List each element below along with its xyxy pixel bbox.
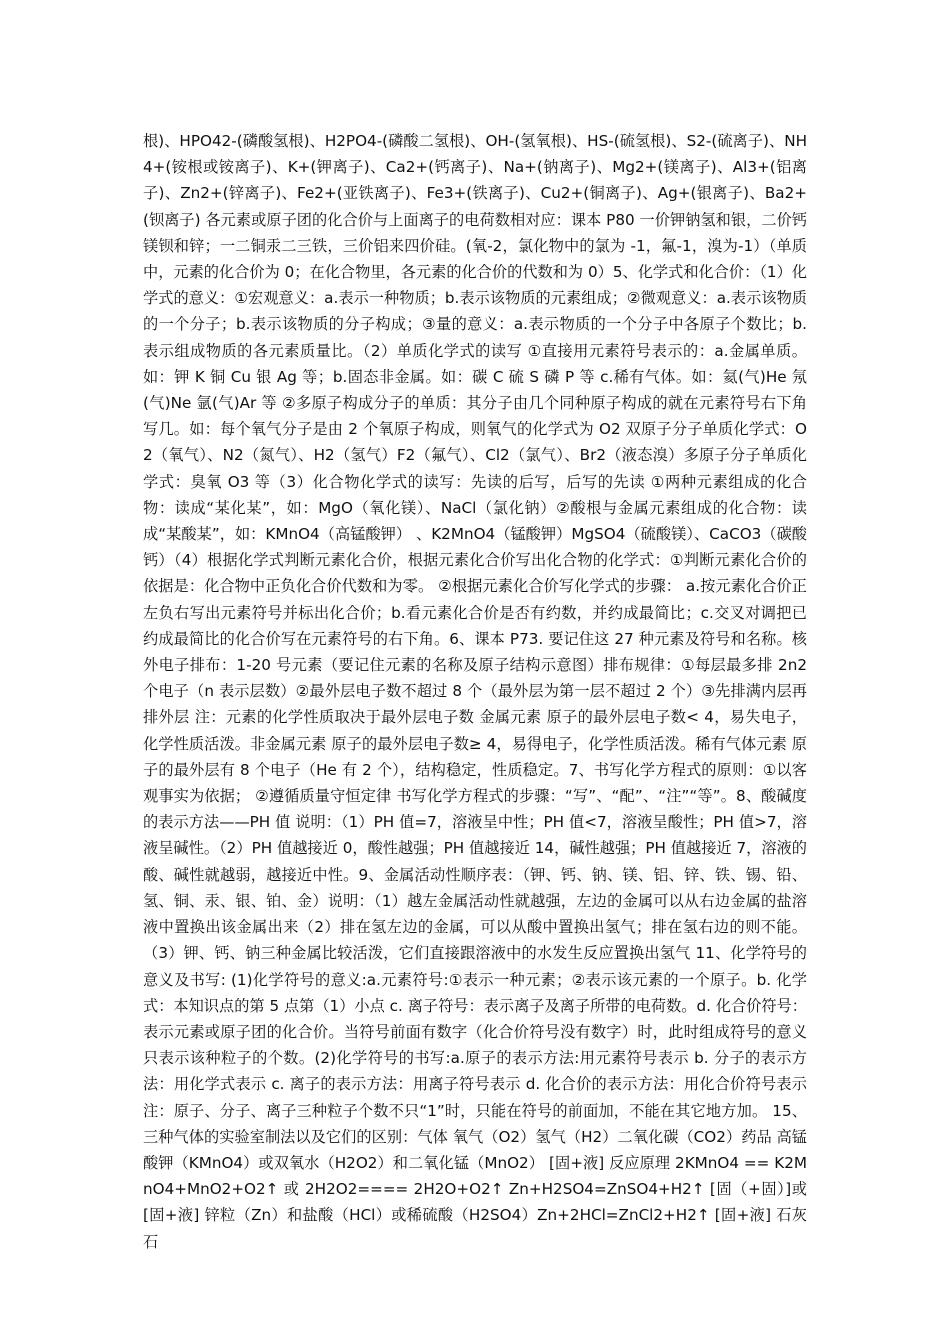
body-paragraph: 根)、HPO42-(磷酸氢根)、H2PO4-(磷酸二氢根)、OH-(氢氧根)、HS-(硫氢根)、S2-(硫离子)、NH4+(铵根或铵离子)、K+(钾离子)、Ca2+(钙离子)、Na+(钠离子)、Mg2+(镁离子)、Al3+(铝离子)、Zn2+(锌离子)、Fe2+(亚铁离子)、Fe3+(铁离子)、Cu2+(铜离子)、Ag+(银离子)、Ba2+(钡离子) 各元素或原子团的化合价与上面离子的电荷数相对应：课本 P80 一价钾钠氢和银，二价钙镁钡和锌；一二铜汞二三铁，三价铝来四价硅。(氧-2，氯化物中的氯为 -1，氟-1，溴为-1）（单质中，元素的化合价为 0；在化合物里，各元素的化合价的代数和为 0）5、化学式和化合价：（1）化学式的意义：①宏观意义：a.表示一种物质；b.表示该物质的元素组成；②微观意义：a.表示该物质的一个分子；b.表示该物质的分子构成；③量的意义：a.表示物质的一个分子中各原子个数比；b.表示组成物质的各元素质量比。（2）单质化学式的读写 ①直接用元素符号表示的：a.金属单质。如：钾 K 铜 Cu 银 Ag 等；b.固态非金属。如：碳 C 硫 S 磷 P 等 c.稀有气体。如：氦(气)He 氖(气)Ne 氩(气)Ar 等 ②多原子构成分子的单质：其分子由几个同种原子构成的就在元素符号右下角写几。如：每个氧气分子是由 2 个氧原子构成，则氧气的化学式为 O2 双原子分子单质化学式：O2（氧气）、N2（氮气）、H2（氢气）F2（氟气）、Cl2（氯气）、Br2（液态溴）多原子分子单质化学式：臭氧 O3 等（3）化合物化学式的读写：先读的后写，后写的先读 ①两种元素组成的化合物：读成“某化某”，如：MgO（氧化镁）、NaCl（氯化钠）②酸根与金属元素组成的化合物：读成“某酸某”，如：KMnO4（高锰酸钾） 、K2MnO4（锰酸钾）MgSO4（硫酸镁）、CaCO3（碳酸钙）（4）根据化学式判断元素化合价，根据元素化合价写出化合物的化学式：①判断元素化合价的依据是：化合物中正负化合价代数和为零。 ②根据元素化合价写化学式的步骤： a.按元素化合价正左负右写出元素符号并标出化合价；b.看元素化合价是否有约数，并约成最简比；c.交叉对调把已约成最简比的化合价写在元素符号的右下角。6、课本 P73. 要记住这 27 种元素及符号和名称。核外电子排布：1-20 号元素（要记住元素的名称及原子结构示意图）排布规律：①每层最多排 2n2 个电子（n 表示层数）②最外层电子数不超过 8 个（最外层为第一层不超过 2 个）③先排满内层再排外层 注：元素的化学性质取决于最外层电子数 金属元素 原子的最外层电子数< 4，易失电子，化学性质活泼。非金属元素 原子的最外层电子数≥ 4，易得电子，化学性质活泼。稀有气体元素 原子的最外层有 8 个电子（He 有 2 个），结构稳定，性质稳定。7、书写化学方程式的原则：①以客观事实为依据； ②遵循质量守恒定律 书写化学方程式的步骤：“写”、“配”、“注”“等”。8、酸碱度的表示方法——PH 值 说明：（1）PH 值=7，溶液呈中性；PH 值<7，溶液呈酸性；PH 值>7，溶液呈碱性。（2）PH 值越接近 0，酸性越强；PH 值越接近 14，碱性越强；PH 值越接近 7，溶液的酸、碱性就越弱，越接近中性。9、金属活动性顺序表：（钾、钙、钠、镁、铝、锌、铁、锡、铅、氢、铜、汞、银、铂、金）说明：（1）越左金属活动性就越强，左边的金属可以从右边金属的盐溶液中置换出该金属出来（2）排在氢左边的金属，可以从酸中置换出氢气；排在氢右边的则不能。（3）钾、钙、钠三种金属比较活泼，它们直接跟溶液中的水发生反应置换出氢气 11、化学符号的意义及书写: (1)化学符号的意义:a.元素符号:①表示一种元素；②表示该元素的一个原子。b. 化学式：本知识点的第 5 点第（1）小点 c. 离子符号：表示离子及离子所带的电荷数。d. 化合价符号：表示元素或原子团的化合价。当符号前面有数字（化合价符号没有数字）时，此时组成符号的意义只表示该种粒子的个数。(2)化学符号的书写:a.原子的表示方法:用元素符号表示 b. 分子的表示方法：用化学式表示 c. 离子的表示方法：用离子符号表示 d. 化合价的表示方法：用化合价符号表示 注：原子、分子、离子三种粒子个数不只“1”时，只能在符号的前面加，不能在其它地方加。 15、三种气体的实验室制法以及它们的区别：气体 氧气（O2）氢气（H2）二氧化碳（CO2）药品 高锰酸钾（KMnO4）或双氧水（H2O2）和二氧化锰（MnO2） [固+液] 反应原理 2KMnO4 == K2MnO4+MnO2+O2↑ 或 2H2O2==== 2H2O+O2↑ Zn+H2SO4=ZnSO4+H2↑ [固（+固）]或[固+液] 锌粒（Zn）和盐酸（HCl）或稀硫酸（H2SO4）Zn+2HCl=ZnCl2+H2↑ [固+液] 石灰石 (143, 132, 807, 1251)
